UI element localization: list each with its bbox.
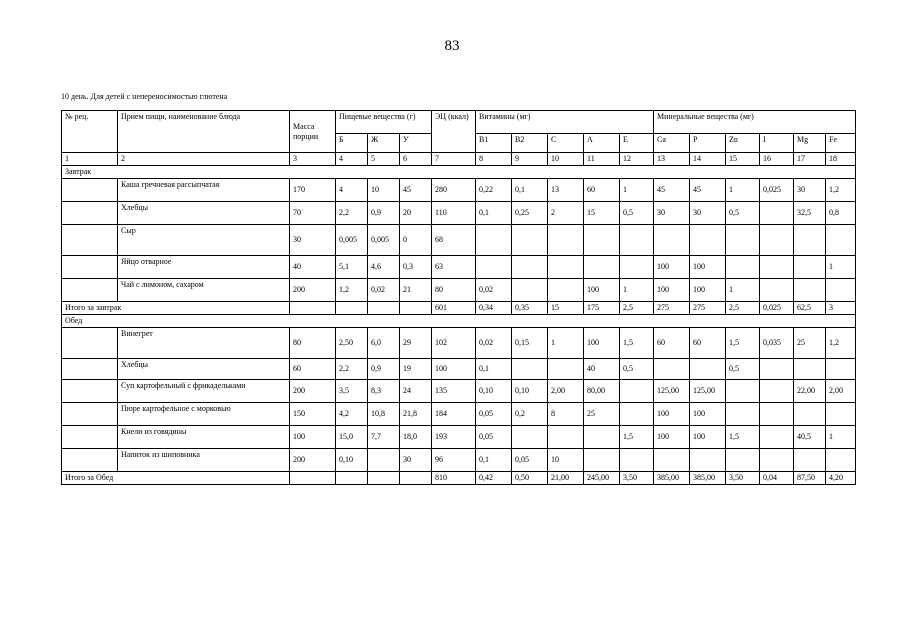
- table-caption: 10 день. Для детей с непереносимостью глютена: [61, 92, 228, 101]
- table-cell: [726, 449, 760, 472]
- table-cell: [760, 403, 794, 426]
- table-cell: [726, 403, 760, 426]
- subheader-cell: В2: [512, 134, 548, 153]
- header-mass: Масса порции: [290, 111, 336, 153]
- header-minerals: Минеральные вещества (мг): [654, 111, 856, 134]
- section-row: [62, 166, 856, 179]
- table-cell: 80,00: [584, 380, 620, 403]
- table-cell: 100: [690, 279, 726, 302]
- subheader-cell: Е: [620, 134, 654, 153]
- table-cell: 1: [826, 256, 856, 279]
- table-cell: 100: [654, 426, 690, 449]
- table-cell: [512, 256, 548, 279]
- index-cell: 18: [826, 153, 856, 166]
- total-cell: [290, 472, 336, 485]
- table-cell: 100: [654, 403, 690, 426]
- table-cell: 2,00: [548, 380, 584, 403]
- total-cell: 3,50: [620, 472, 654, 485]
- subheader-cell: Zn: [726, 134, 760, 153]
- table-cell: [794, 449, 826, 472]
- table-cell: [476, 225, 512, 256]
- total-cell: 0,50: [512, 472, 548, 485]
- total-cell: 0,04: [760, 472, 794, 485]
- table-cell: [826, 279, 856, 302]
- dish-name: Хлебцы: [118, 359, 290, 380]
- total-cell: [400, 302, 432, 315]
- total-cell: 15: [548, 302, 584, 315]
- table-cell: [548, 426, 584, 449]
- table-cell: 0,22: [476, 179, 512, 202]
- index-cell: 15: [726, 153, 760, 166]
- table-cell: 0,5: [726, 202, 760, 225]
- table-cell: [690, 449, 726, 472]
- table-row: [62, 279, 856, 302]
- table-cell: [368, 449, 400, 472]
- table-cell: [62, 179, 118, 202]
- table-cell: [826, 403, 856, 426]
- table-cell: 70: [290, 202, 336, 225]
- table-cell: [726, 225, 760, 256]
- dish-name: Винегрет: [118, 328, 290, 359]
- table-cell: 2: [548, 202, 584, 225]
- table-cell: [548, 279, 584, 302]
- index-cell: 13: [654, 153, 690, 166]
- table-cell: 200: [290, 279, 336, 302]
- table-cell: 24: [400, 380, 432, 403]
- subheader-cell: У: [400, 134, 432, 153]
- index-cell: 11: [584, 153, 620, 166]
- table-row: [62, 359, 856, 380]
- total-cell: 275: [690, 302, 726, 315]
- table-row: [62, 225, 856, 256]
- table-cell: [620, 403, 654, 426]
- total-cell: 601: [432, 302, 476, 315]
- table-cell: [760, 256, 794, 279]
- index-cell: 5: [368, 153, 400, 166]
- table-cell: 0,15: [512, 328, 548, 359]
- table-cell: [548, 225, 584, 256]
- table-cell: 1: [620, 279, 654, 302]
- section-title: Обед: [62, 315, 856, 328]
- table-cell: 60: [584, 179, 620, 202]
- table-cell: [654, 359, 690, 380]
- table-cell: 22,00: [794, 380, 826, 403]
- table-cell: 0,005: [336, 225, 368, 256]
- dish-name: Кнели из говядины: [118, 426, 290, 449]
- total-cell: 385,00: [690, 472, 726, 485]
- subheader-cell: Р: [690, 134, 726, 153]
- table-cell: 0,8: [826, 202, 856, 225]
- total-cell: 0,025: [760, 302, 794, 315]
- table-cell: 0,025: [760, 179, 794, 202]
- dish-name: Сыр: [118, 225, 290, 256]
- subheader-cell: Са: [654, 134, 690, 153]
- table-cell: 21,8: [400, 403, 432, 426]
- table-cell: 2,2: [336, 359, 368, 380]
- table-cell: 280: [432, 179, 476, 202]
- total-cell: 3: [826, 302, 856, 315]
- table-cell: 0,035: [760, 328, 794, 359]
- table-cell: 1: [826, 426, 856, 449]
- table-cell: 30: [400, 449, 432, 472]
- dish-name: Суп картофельный с фрикадельками: [118, 380, 290, 403]
- table-cell: 0,2: [512, 403, 548, 426]
- table-cell: 100: [690, 256, 726, 279]
- index-cell: 2: [118, 153, 290, 166]
- table-cell: 15: [584, 202, 620, 225]
- total-cell: 21,00: [548, 472, 584, 485]
- table-cell: 100: [654, 279, 690, 302]
- table-cell: 100: [290, 426, 336, 449]
- table-cell: 25: [584, 403, 620, 426]
- table-cell: 13: [548, 179, 584, 202]
- table-cell: [62, 279, 118, 302]
- section-title: Завтрак: [62, 166, 856, 179]
- index-cell: 6: [400, 153, 432, 166]
- table-cell: 60: [654, 328, 690, 359]
- table-cell: 30: [690, 202, 726, 225]
- subheader-cell: С: [548, 134, 584, 153]
- table-cell: 135: [432, 380, 476, 403]
- table-cell: [760, 279, 794, 302]
- table-cell: [62, 403, 118, 426]
- table-cell: 5,1: [336, 256, 368, 279]
- header-nutrients: Пищевые вещества (г): [336, 111, 432, 134]
- total-row: [62, 472, 856, 485]
- table-cell: [794, 359, 826, 380]
- table-cell: [794, 256, 826, 279]
- table-cell: 1: [548, 328, 584, 359]
- table-cell: 4: [336, 179, 368, 202]
- table-cell: 0,25: [512, 202, 548, 225]
- total-cell: 245,00: [584, 472, 620, 485]
- index-cell: 7: [432, 153, 476, 166]
- table-cell: [760, 380, 794, 403]
- subheader-cell: I: [760, 134, 794, 153]
- index-cell: 4: [336, 153, 368, 166]
- table-cell: 125,00: [690, 380, 726, 403]
- table-cell: 200: [290, 449, 336, 472]
- table-cell: 100: [654, 256, 690, 279]
- table-cell: 4,2: [336, 403, 368, 426]
- total-cell: 175: [584, 302, 620, 315]
- table-cell: [62, 225, 118, 256]
- table-cell: [584, 449, 620, 472]
- index-cell: 10: [548, 153, 584, 166]
- table-cell: 10: [548, 449, 584, 472]
- table-cell: 60: [690, 328, 726, 359]
- table-cell: 100: [584, 279, 620, 302]
- table-cell: 80: [432, 279, 476, 302]
- subheader-cell: В1: [476, 134, 512, 153]
- table-cell: [654, 225, 690, 256]
- table-cell: 3,5: [336, 380, 368, 403]
- index-cell: 14: [690, 153, 726, 166]
- table-cell: 2,2: [336, 202, 368, 225]
- table-cell: [826, 225, 856, 256]
- total-cell: 275: [654, 302, 690, 315]
- table-cell: [690, 225, 726, 256]
- total-cell: 810: [432, 472, 476, 485]
- table-cell: [726, 256, 760, 279]
- subheader-cell: А: [584, 134, 620, 153]
- table-row: [62, 449, 856, 472]
- header-rec: № рец.: [62, 111, 118, 153]
- table-cell: [62, 359, 118, 380]
- table-cell: [62, 426, 118, 449]
- table-cell: 0: [400, 225, 432, 256]
- table-cell: [62, 202, 118, 225]
- table-cell: 0,05: [476, 426, 512, 449]
- table-cell: 1,2: [336, 279, 368, 302]
- index-cell: 1: [62, 153, 118, 166]
- table-cell: [62, 256, 118, 279]
- table-cell: 0,10: [336, 449, 368, 472]
- table-cell: [584, 426, 620, 449]
- table-cell: 2,50: [336, 328, 368, 359]
- table-cell: 0,1: [476, 359, 512, 380]
- table-cell: [620, 449, 654, 472]
- subheader-cell: Fe: [826, 134, 856, 153]
- table-cell: 0,9: [368, 202, 400, 225]
- index-cell: 12: [620, 153, 654, 166]
- table-cell: 110: [432, 202, 476, 225]
- table-cell: 125,00: [654, 380, 690, 403]
- table-cell: 8: [548, 403, 584, 426]
- table-cell: [760, 225, 794, 256]
- table-cell: [826, 449, 856, 472]
- index-cell: 3: [290, 153, 336, 166]
- subheader-cell: Ж: [368, 134, 400, 153]
- table-cell: [794, 225, 826, 256]
- table-cell: 30: [290, 225, 336, 256]
- table-cell: 40: [290, 256, 336, 279]
- table-cell: 0,02: [476, 279, 512, 302]
- table-row: [62, 256, 856, 279]
- table-cell: 6,0: [368, 328, 400, 359]
- table-cell: [512, 225, 548, 256]
- total-cell: 2,5: [620, 302, 654, 315]
- table-cell: 45: [654, 179, 690, 202]
- table-row: [62, 328, 856, 359]
- table-cell: [584, 256, 620, 279]
- table-cell: 4,6: [368, 256, 400, 279]
- table-cell: [794, 403, 826, 426]
- total-cell: [368, 472, 400, 485]
- table-cell: 150: [290, 403, 336, 426]
- subheader-cell: Mg: [794, 134, 826, 153]
- table-cell: [548, 256, 584, 279]
- table-cell: [512, 279, 548, 302]
- table-cell: [476, 256, 512, 279]
- table-cell: 63: [432, 256, 476, 279]
- total-cell: 87,50: [794, 472, 826, 485]
- header-vitamins: Витамины (мг): [476, 111, 654, 134]
- table-cell: 29: [400, 328, 432, 359]
- table-row: [62, 179, 856, 202]
- table-cell: 0,02: [368, 279, 400, 302]
- table-cell: 30: [654, 202, 690, 225]
- table-cell: 10: [368, 179, 400, 202]
- table-cell: 40: [584, 359, 620, 380]
- dish-name: Яйцо отварное: [118, 256, 290, 279]
- table-cell: 0,5: [620, 359, 654, 380]
- table-cell: 0,9: [368, 359, 400, 380]
- total-cell: [336, 472, 368, 485]
- table-cell: 96: [432, 449, 476, 472]
- table-cell: 2,00: [826, 380, 856, 403]
- table-cell: 40,5: [794, 426, 826, 449]
- table-cell: 30: [794, 179, 826, 202]
- table-cell: 0,05: [512, 449, 548, 472]
- table-cell: 60: [290, 359, 336, 380]
- table-cell: 19: [400, 359, 432, 380]
- table-cell: 18,0: [400, 426, 432, 449]
- table-cell: [62, 380, 118, 403]
- table-cell: [512, 426, 548, 449]
- table-cell: [726, 380, 760, 403]
- total-cell: [400, 472, 432, 485]
- table-cell: 1,5: [726, 426, 760, 449]
- table-cell: 0,3: [400, 256, 432, 279]
- index-cell: 17: [794, 153, 826, 166]
- total-cell: 4,20: [826, 472, 856, 485]
- dish-name: Пюре картофельное с морковью: [118, 403, 290, 426]
- table-cell: 15,0: [336, 426, 368, 449]
- dish-name: Хлебцы: [118, 202, 290, 225]
- table-cell: 102: [432, 328, 476, 359]
- table-cell: [620, 380, 654, 403]
- index-cell: 8: [476, 153, 512, 166]
- header-energy: ЭЦ (ккал): [432, 111, 476, 153]
- table-cell: 0,02: [476, 328, 512, 359]
- table-cell: 200: [290, 380, 336, 403]
- dish-name: Чай с лимоном, сахаром: [118, 279, 290, 302]
- table-cell: 1,5: [620, 328, 654, 359]
- table-cell: [654, 449, 690, 472]
- table-cell: 0,005: [368, 225, 400, 256]
- table-cell: [512, 359, 548, 380]
- table-cell: 80: [290, 328, 336, 359]
- total-cell: 2,5: [726, 302, 760, 315]
- nutrition-table: [61, 110, 856, 485]
- total-cell: 385,00: [654, 472, 690, 485]
- total-cell: [368, 302, 400, 315]
- table-cell: 0,1: [512, 179, 548, 202]
- table-cell: 45: [690, 179, 726, 202]
- table-cell: 1,5: [726, 328, 760, 359]
- index-cell: 9: [512, 153, 548, 166]
- header-meal: Прием пищи, наименование блюда: [118, 111, 290, 153]
- table-cell: [620, 256, 654, 279]
- total-cell: 0,35: [512, 302, 548, 315]
- table-cell: 193: [432, 426, 476, 449]
- total-cell: 0,34: [476, 302, 512, 315]
- table-cell: 0,10: [476, 380, 512, 403]
- section-row: [62, 315, 856, 328]
- table-cell: [760, 202, 794, 225]
- table-cell: 1,5: [620, 426, 654, 449]
- table-cell: 100: [690, 403, 726, 426]
- table-row: [62, 403, 856, 426]
- table-cell: 1: [726, 279, 760, 302]
- table-cell: 0,05: [476, 403, 512, 426]
- table-cell: 184: [432, 403, 476, 426]
- table-cell: 10,8: [368, 403, 400, 426]
- table-cell: 1: [726, 179, 760, 202]
- table-cell: [62, 449, 118, 472]
- table-cell: [794, 279, 826, 302]
- page-number: 83: [444, 38, 460, 54]
- total-cell: 0,42: [476, 472, 512, 485]
- table-cell: 7,7: [368, 426, 400, 449]
- table-row: [62, 380, 856, 403]
- index-cell: 16: [760, 153, 794, 166]
- table-cell: 0,5: [620, 202, 654, 225]
- table-cell: 1: [620, 179, 654, 202]
- table-cell: 100: [690, 426, 726, 449]
- table-cell: 170: [290, 179, 336, 202]
- table-cell: 45: [400, 179, 432, 202]
- table-cell: 68: [432, 225, 476, 256]
- table-cell: 100: [584, 328, 620, 359]
- total-row: [62, 302, 856, 315]
- dish-name: Напиток из шиповника: [118, 449, 290, 472]
- table-cell: 32,5: [794, 202, 826, 225]
- table-cell: 0,1: [476, 449, 512, 472]
- table-cell: 100: [432, 359, 476, 380]
- table-cell: [62, 328, 118, 359]
- table-cell: 20: [400, 202, 432, 225]
- table-cell: [584, 225, 620, 256]
- table-cell: 0,10: [512, 380, 548, 403]
- table-row: [62, 202, 856, 225]
- table-cell: 21: [400, 279, 432, 302]
- total-label: Итого за завтрак: [62, 302, 290, 315]
- table-cell: [620, 225, 654, 256]
- table-cell: 8,3: [368, 380, 400, 403]
- total-cell: [336, 302, 368, 315]
- table-row: [62, 426, 856, 449]
- table-cell: 0,5: [726, 359, 760, 380]
- table-cell: [760, 449, 794, 472]
- table-cell: 0,1: [476, 202, 512, 225]
- table-cell: [760, 426, 794, 449]
- table-cell: 1,2: [826, 179, 856, 202]
- total-cell: [290, 302, 336, 315]
- table-cell: 1,2: [826, 328, 856, 359]
- table-cell: [826, 359, 856, 380]
- total-label: Итого за Обед: [62, 472, 290, 485]
- total-cell: 62,5: [794, 302, 826, 315]
- table-cell: [548, 359, 584, 380]
- table-cell: [690, 359, 726, 380]
- total-cell: 3,50: [726, 472, 760, 485]
- subheader-cell: Б: [336, 134, 368, 153]
- dish-name: Каша гречневая рассыпчатая: [118, 179, 290, 202]
- table-cell: 25: [794, 328, 826, 359]
- table-cell: [760, 359, 794, 380]
